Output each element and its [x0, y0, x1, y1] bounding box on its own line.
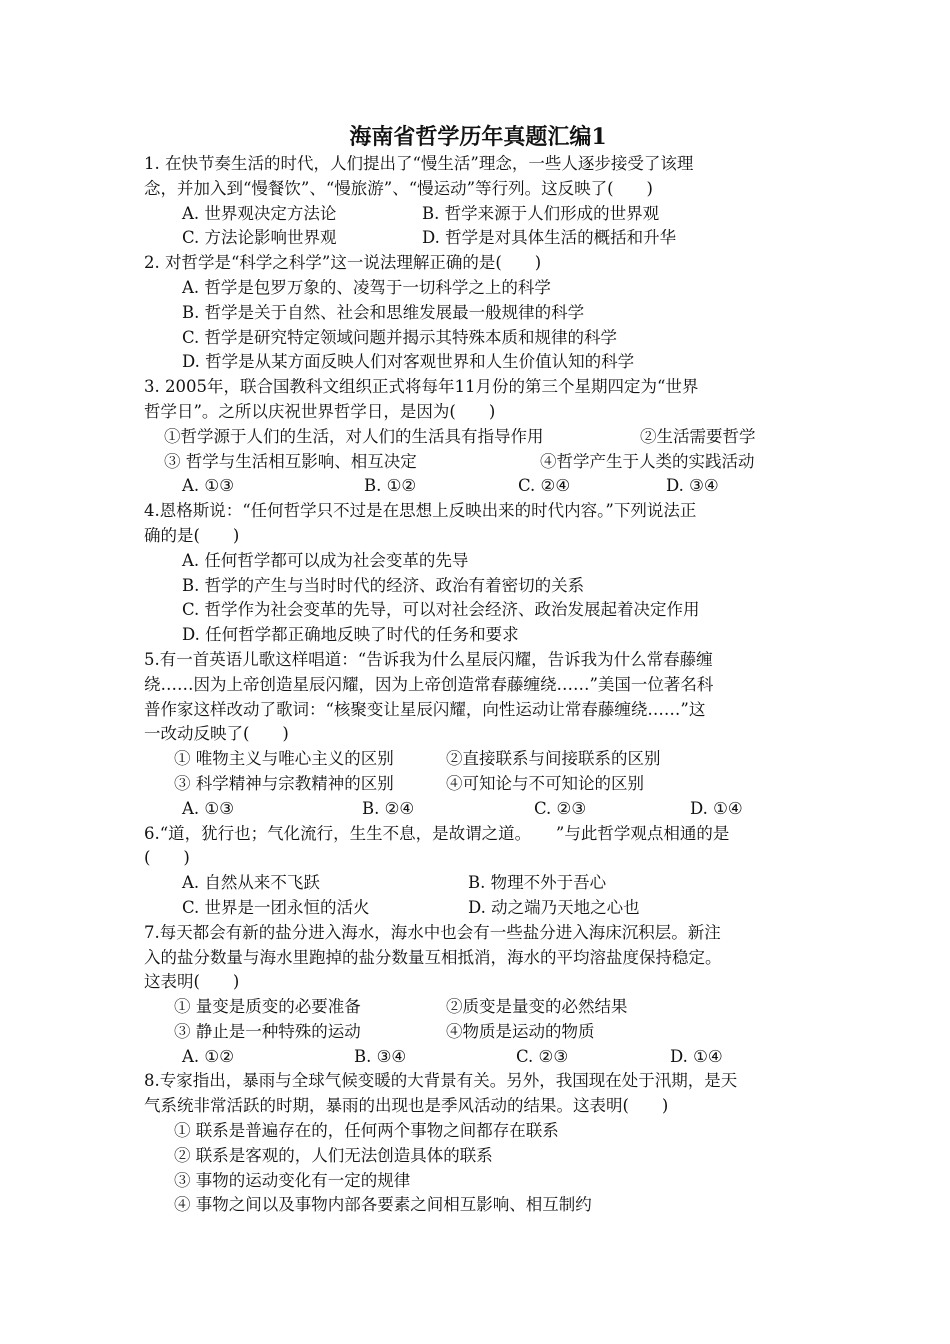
statement-4: ④哲学产生于人类的实践活动: [540, 451, 755, 471]
question-stem-line: 7.每天都会有新的盐分进入海水，海水中也会有一些盐分进入海床沉积层。新注: [144, 922, 721, 942]
option-row: [144, 871, 812, 896]
question-stem-line: 绕……因为上帝创造星辰闪耀，因为上帝创造常春藤缠绕……”美国一位著名科: [144, 674, 714, 694]
question-1: [144, 152, 812, 251]
statement-4: ④物质是运动的物质: [446, 1021, 595, 1041]
option-a: A. 任何哲学都可以成为社会变革的先导: [182, 550, 469, 570]
statement-2: ②质变是量变的必然结果: [446, 997, 628, 1017]
question-8: [144, 1069, 812, 1218]
statement-4: ④ 事物之间以及事物内部各要素之间相互影响、相互制约: [174, 1195, 592, 1215]
option-b: B. ③④: [354, 1046, 407, 1066]
statement-3: ③ 静止是一种特殊的运动: [174, 1021, 361, 1041]
option-b: B. 哲学来源于人们形成的世界观: [422, 203, 660, 223]
statement-3: ③ 科学精神与宗教精神的区别: [174, 773, 394, 793]
option-d: D. ③④: [666, 476, 719, 496]
statement-3: ③ 哲学与生活相互影响、相互决定: [164, 451, 417, 471]
option-row: [144, 474, 812, 499]
option-c: C. 方法论影响世界观: [182, 228, 337, 248]
option-a: A. ①③: [182, 798, 234, 818]
question-stem-line: 这表明( ): [144, 972, 240, 992]
statement-1: ① 联系是普遍存在的，任何两个事物之间都存在联系: [174, 1121, 559, 1141]
option-d: D. ①④: [690, 798, 743, 818]
statement-2: ② 联系是客观的，人们无法创造具体的联系: [174, 1145, 493, 1165]
option-c: C. 哲学作为社会变革的先导，可以对社会经济、政治发展起着决定作用: [182, 600, 700, 620]
question-stem-line: 4.恩格斯说：“任何哲学只不过是在思想上反映出来的时代内容。”下列说法正: [144, 501, 697, 521]
option-a: A. ①②: [182, 1046, 234, 1066]
question-stem-line: 气系统非常活跃的时期，暴雨的出现也是季风活动的结果。这表明( ): [144, 1096, 669, 1116]
option-row: [144, 202, 812, 227]
option-d: D. ①④: [670, 1046, 723, 1066]
option-row: [144, 896, 812, 921]
question-5: [144, 648, 812, 822]
question-stem-line: 入的盐分数量与海水里跑掉的盐分数量互相抵消，海水的平均溶盐度保持稳定。: [144, 947, 722, 967]
question-stem-line: 5.有一首英语儿歌这样唱道：“告诉我为什么星辰闪耀，告诉我为什么常春藤缠: [144, 649, 713, 669]
option-d: D. 哲学是对具体生活的概括和升华: [422, 228, 677, 248]
statement-row: [144, 450, 812, 475]
option-d: D. 哲学是从某方面反映人们对客观世界和人生价值认知的科学: [182, 352, 635, 372]
option-a: A. 世界观决定方法论: [182, 203, 337, 223]
option-b: B. 哲学的产生与当时时代的经济、政治有着密切的关系: [182, 575, 585, 595]
option-b: B. ①②: [364, 476, 417, 496]
question-stem-line: 8.专家指出，暴雨与全球气候变暖的大背景有关。另外，我国现在处于汛期，是天: [144, 1071, 738, 1091]
option-d: D. 动之端乃天地之心也: [468, 897, 640, 917]
option-a: A. ①③: [182, 476, 234, 496]
document-page: [144, 122, 812, 1218]
question-stem-line: 一改动反映了( ): [144, 724, 289, 744]
option-b: B. 哲学是关于自然、社会和思维发展最一般规律的科学: [182, 302, 585, 322]
option-c: C. ②③: [516, 1046, 569, 1066]
statement-2: ②直接联系与间接联系的区别: [446, 749, 661, 769]
statement-1: ① 量变是质变的必要准备: [174, 997, 361, 1017]
statement-2: ②生活需要哲学: [640, 426, 756, 446]
option-row: [144, 1045, 812, 1070]
option-row: [144, 226, 812, 251]
option-c: C. ②③: [534, 798, 587, 818]
question-stem-line: 2. 对哲学是“科学之科学”这一说法理解正确的是( ): [144, 253, 542, 273]
option-c: C. 世界是一团永恒的活火: [182, 897, 370, 917]
question-stem-line: 确的是( ): [144, 525, 240, 545]
statement-row: [144, 772, 812, 797]
question-stem-line: 3. 2005年，联合国教科文组织正式将每年11月份的第三个星期四定为“世界: [144, 377, 699, 397]
option-a: A. 哲学是包罗万象的、凌驾于一切科学之上的科学: [182, 277, 551, 297]
question-7: [144, 921, 812, 1070]
question-2: [144, 251, 812, 375]
question-6: [144, 822, 812, 921]
question-stem-line: 普作家这样改动了歌词：“核聚变让星辰闪耀，向性运动让常春藤缠绕……”这: [144, 699, 706, 719]
option-b: B. ②④: [362, 798, 415, 818]
statement-4: ④可知论与不可知论的区别: [446, 773, 644, 793]
statement-row: [144, 1020, 812, 1045]
statement-row: [144, 995, 812, 1020]
option-c: C. ②④: [518, 476, 571, 496]
page-title: 海南省哲学历年真题汇编1: [349, 124, 607, 150]
question-3: [144, 375, 812, 499]
option-a: A. 自然从来不飞跃: [182, 873, 320, 893]
question-stem-line: 哲学日”。之所以庆祝世界哲学日，是因为( ): [144, 401, 496, 421]
question-stem-line: 6.“道，犹行也；气化流行，生生不息，是故谓之道。 ”与此哲学观点相通的是: [144, 823, 730, 843]
question-stem-line: 1. 在快节奏生活的时代，人们提出了“慢生活”理念，一些人逐步接受了该理: [144, 154, 694, 173]
option-row: [144, 797, 812, 822]
option-b: B. 物理不外于吾心: [468, 873, 607, 893]
question-stem-line: ( ): [144, 848, 190, 868]
statement-1: ①哲学源于人们的生活，对人们的生活具有指导作用: [164, 426, 544, 446]
question-4: [144, 499, 812, 648]
option-d: D. 任何哲学都正确地反映了时代的任务和要求: [182, 625, 519, 645]
statement-row: [144, 425, 812, 450]
statement-row: [144, 747, 812, 772]
option-c: C. 哲学是研究特定领域问题并揭示其特殊本质和规律的科学: [182, 327, 618, 347]
statement-1: ① 唯物主义与唯心主义的区别: [174, 749, 394, 769]
statement-3: ③ 事物的运动变化有一定的规律: [174, 1170, 411, 1190]
question-stem-line: 念，并加入到“慢餐饮”、“慢旅游”、“慢运动”等行列。这反映了( ): [144, 178, 653, 198]
